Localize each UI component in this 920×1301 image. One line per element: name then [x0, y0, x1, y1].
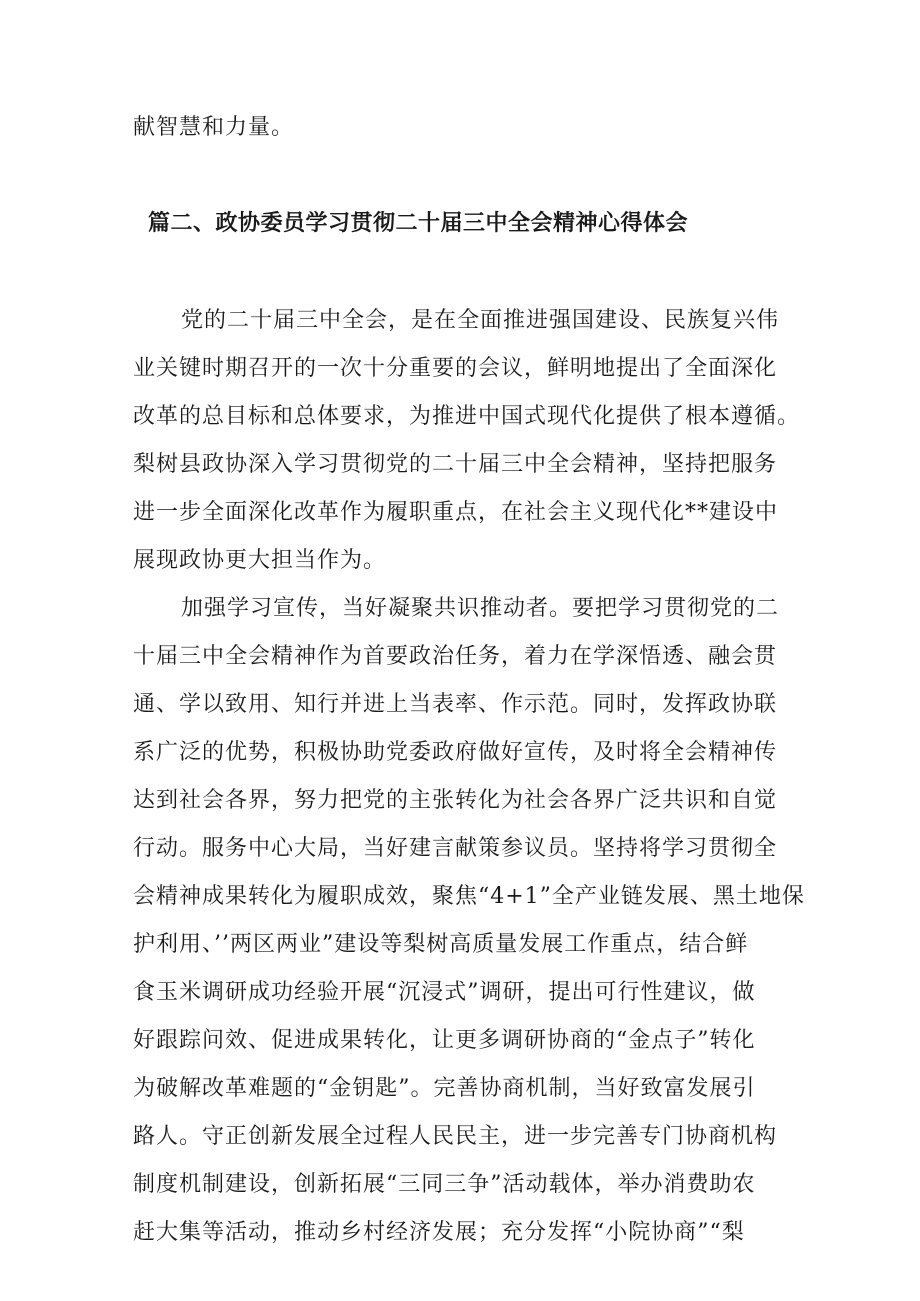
- paragraph-line: 业关键时期召开的一次十分重要的会议，鲜明地提出了全面深化: [133, 356, 778, 381]
- paragraph-line: 赶大集等活动，推动乡村经济发展；充分发挥“小院协商”“梨: [133, 1220, 745, 1245]
- paragraph-line: 达到社会各界，努力把党的主张转化为社会各界广泛共识和自觉: [133, 788, 778, 813]
- paragraph-line: 梨树县政协深入学习贯彻党的二十届三中全会精神，坚持把服务: [133, 452, 778, 477]
- paragraph-line: 制度机制建设，创新拓展“三同三争”活动载体，举办消费助农: [133, 1172, 756, 1197]
- paragraph-line: 进一步全面深化改革作为履职重点，在社会主义现代化**建设中: [133, 500, 779, 525]
- paragraph-line: 路人。守正创新发展全过程人民民主，进一步完善专门协商机构: [133, 1124, 778, 1149]
- paragraph-line: 展现政协更大担当作为。: [133, 548, 387, 573]
- paragraph-line: 护利用、’’两区两业”建设等梨树高质量发展工作重点，结合鲜: [133, 932, 749, 957]
- intro-tail-line: 献智慧和力量。: [133, 115, 295, 140]
- paragraph-line: 十届三中全会精神作为首要政治任务，着力在学深悟透、融会贯: [133, 644, 778, 669]
- paragraph-line: 为破解改革难题的“金钥匙”。完善协商机制，当好致富发展引: [133, 1076, 756, 1101]
- paragraph-line: 系广泛的优势，积极协助党委政府做好宣传，及时将全会精神传: [133, 740, 778, 765]
- section-heading: 篇二、政协委员学习贯彻二十届三中全会精神心得体会: [148, 211, 689, 236]
- paragraph-line: 改革的总目标和总体要求，为推进中国式现代化提供了根本遵循。: [133, 404, 801, 429]
- paragraph-line: 会精神成果转化为履职成效，聚焦“4+1”全产业链发展、黑土地保: [133, 884, 805, 909]
- paragraph-line: 食玉米调研成功经验开展“沉浸式”调研，提出可行性建议，做: [133, 980, 756, 1005]
- paragraph-line: 好跟踪问效、促进成果转化，让更多调研协商的“金点子”转化: [133, 1028, 756, 1053]
- paragraph-line: 党的二十届三中全会，是在全面推进强国建设、民族复兴伟: [181, 308, 780, 333]
- paragraph-line: 行动。服务中心大局，当好建言献策参议员。坚持将学习贯彻全: [133, 836, 778, 861]
- paragraph-line: 加强学习宣传，当好凝聚共识推动者。要把学习贯彻党的二: [181, 596, 780, 621]
- paragraph-line: 通、学以致用、知行并进上当表率、作示范。同时，发挥政协联: [133, 692, 778, 717]
